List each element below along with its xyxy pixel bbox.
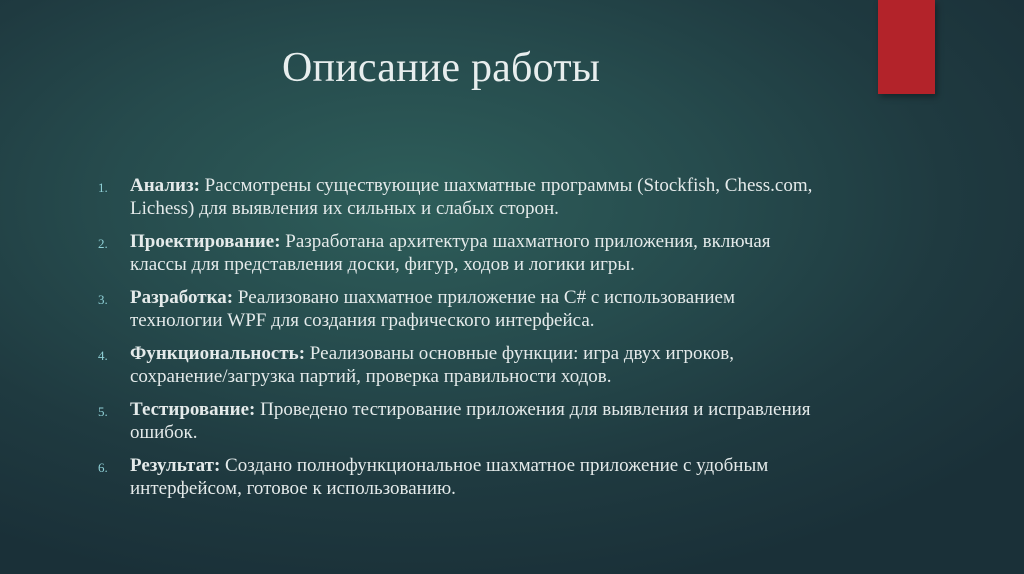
item-description: Создано полнофункциональное шахматное приложение с удобным интерфейсом, готовое к использованию.: [130, 455, 769, 499]
item-description: Реализованы основные функции: игра двух игроков, сохранение/загрузка партий, проверка правильности ходов.: [130, 343, 735, 387]
item-number: 6.: [98, 460, 108, 475]
list-item: [96, 342, 816, 388]
item-term: Разработка:: [130, 287, 234, 308]
slide-title: Описание работы: [282, 45, 601, 91]
list-item: [96, 174, 816, 220]
item-term: Тестирование:: [130, 399, 256, 420]
list-item: [96, 454, 816, 500]
item-number: 4.: [98, 348, 108, 363]
item-text: [130, 230, 816, 276]
item-text: [130, 342, 816, 388]
item-number: 3.: [98, 292, 108, 307]
content-list: [96, 174, 816, 510]
item-term: Проектирование:: [130, 231, 281, 252]
item-text: [130, 174, 816, 220]
item-text: [130, 454, 816, 500]
item-description: Проведено тестирование приложения для выявления и исправления ошибок.: [130, 399, 811, 443]
list-item: [96, 230, 816, 276]
item-number: 2.: [98, 236, 108, 251]
item-text: [130, 286, 816, 332]
item-description: Разработана архитектура шахматного приложения, включая классы для представления доски, фигур, ходов и логики игры.: [130, 231, 771, 275]
item-description: Рассмотрены существующие шахматные программы (Stockfish, Chess.com, Lichess) для выявления их сильных и слабых сторон.: [130, 175, 813, 219]
item-number: 1.: [98, 180, 108, 195]
red-accent-bar: [878, 0, 935, 94]
list-item: [96, 398, 816, 444]
item-term: Результат:: [130, 455, 221, 476]
item-term: Функциональность:: [130, 343, 306, 364]
list-item: [96, 286, 816, 332]
item-number: 5.: [98, 404, 108, 419]
item-term: Анализ:: [130, 175, 200, 196]
item-text: [130, 398, 816, 444]
item-description: Реализовано шахматное приложение на C# с использованием технологии WPF для создания графического интерфейса.: [130, 287, 736, 331]
